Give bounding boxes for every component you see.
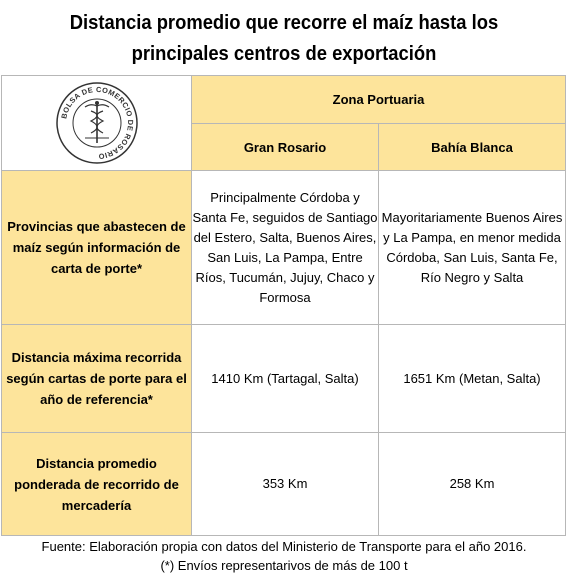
cell-distancia-promedio-bahia-blanca: 258 Km (379, 433, 566, 536)
cell-distancia-maxima-gran-rosario: 1410 Km (Tartagal, Salta) (192, 325, 379, 433)
distance-table (1, 75, 566, 536)
caduceus-seal-icon (55, 81, 139, 165)
row-label-provincias: Provincias que abastecen de maíz según información de carta de porte* (2, 171, 192, 325)
footnote: (*) Envíos representarivos de más de 100 t (160, 558, 408, 573)
logo-text: BOLSA DE COMERCIO DE ROSARIO (58, 84, 135, 162)
zona-portuaria-header: Zona Portuaria (192, 76, 566, 124)
logo-cell (2, 76, 192, 171)
cell-provincias-gran-rosario: Principalmente Córdoba y Santa Fe, seguidos de Santiago del Estero, Salta, Buenos Aires, San Luis, La Pampa, Entre Ríos, Tucumán, Jujuy, Chaco y Formosa (192, 171, 379, 325)
row-label-distancia-promedio: Distancia promedio ponderada de recorrido de mercadería (2, 433, 192, 536)
page-title: Distancia promedio que recorre el maíz hasta los principales centros de exportación (69, 12, 499, 65)
column-header-gran-rosario: Gran Rosario (192, 124, 379, 171)
cell-provincias-bahia-blanca: Mayoritariamente Buenos Aires y La Pampa, en menor medida Córdoba, San Luis, Santa Fe, Río Negro y Salta (379, 171, 566, 325)
column-header-bahia-blanca: Bahía Blanca (379, 124, 566, 171)
row-label-distancia-maxima: Distancia máxima recorrida según cartas de porte para el año de referencia* (2, 325, 192, 433)
cell-distancia-promedio-gran-rosario: 353 Km (192, 433, 379, 536)
source-note: Fuente: Elaboración propia con datos del Ministerio de Transporte para el año 2016. (41, 539, 527, 554)
cell-distancia-maxima-bahia-blanca: 1651 Km (Metan, Salta) (379, 325, 566, 433)
